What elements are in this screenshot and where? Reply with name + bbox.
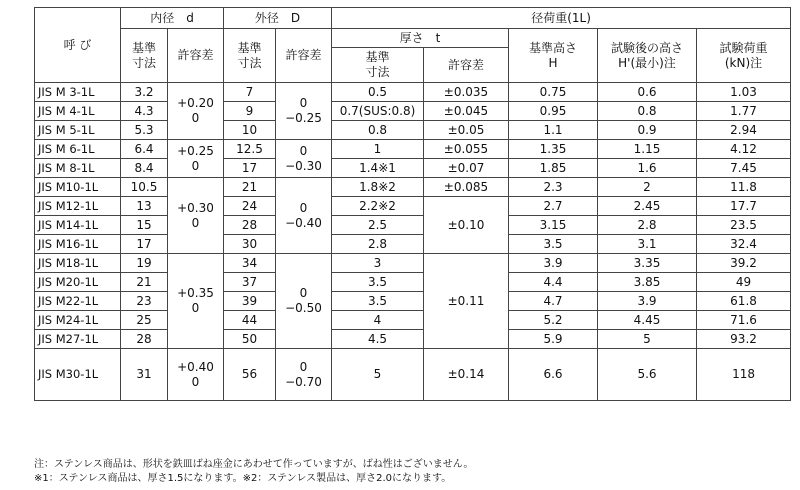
table-row (35, 349, 791, 401)
cell-t: 1.4※1 (332, 159, 424, 178)
cell-H: 1.85 (509, 159, 598, 178)
cell-d-tolerance: +0.25 0 (168, 140, 224, 178)
cell-D: 28 (224, 216, 276, 235)
cell-d: 5.3 (121, 121, 168, 140)
cell-D: 9 (224, 102, 276, 121)
cell-D: 44 (224, 311, 276, 330)
cell-name: JIS M16-1L (35, 235, 121, 254)
cell-test-load: 118 (697, 349, 791, 401)
cell-H: 1.35 (509, 140, 598, 159)
cell-D: 37 (224, 273, 276, 292)
cell-d: 3.2 (121, 83, 168, 102)
cell-t: 4 (332, 311, 424, 330)
cell-t: 3.5 (332, 273, 424, 292)
cell-t-tolerance: ±0.10 (424, 197, 509, 254)
cell-t: 1 (332, 140, 424, 159)
cell-t: 3.5 (332, 292, 424, 311)
header-D-nominal: 基準 寸法 (224, 29, 276, 83)
cell-test-load: 17.7 (697, 197, 791, 216)
table-row (35, 216, 791, 235)
cell-D-tolerance: 0 −0.50 (276, 254, 332, 349)
table-row (35, 330, 791, 349)
cell-name: JIS M27-1L (35, 330, 121, 349)
cell-H-after: 2 (598, 178, 697, 197)
header-name: 呼 び (35, 8, 121, 83)
header-nominal-height: 基準高さ H (509, 29, 598, 83)
cell-D-tolerance: 0 −0.40 (276, 178, 332, 254)
cell-test-load: 93.2 (697, 330, 791, 349)
footnote-thickness: ※1：ステンレス商品は、厚さ1.5になります。※2：ステンレス製品は、厚さ2.0になります。 (34, 473, 452, 484)
cell-d: 10.5 (121, 178, 168, 197)
cell-name: JIS M20-1L (35, 273, 121, 292)
cell-t: 2.2※2 (332, 197, 424, 216)
cell-H: 4.7 (509, 292, 598, 311)
cell-t-tolerance: ±0.055 (424, 140, 509, 159)
cell-d-tolerance: +0.30 0 (168, 178, 224, 254)
footnote-stainless: 注：ステンレス商品は、形状を鉄皿ばね座金にあわせて作っていますが、ばね性はございません。 (34, 459, 474, 470)
cell-d-tolerance: +0.35 0 (168, 254, 224, 349)
cell-H-after: 1.6 (598, 159, 697, 178)
cell-t-tolerance: ±0.05 (424, 121, 509, 140)
cell-test-load: 7.45 (697, 159, 791, 178)
cell-t: 4.5 (332, 330, 424, 349)
cell-t: 5 (332, 349, 424, 401)
cell-name: JIS M14-1L (35, 216, 121, 235)
cell-H-after: 5 (598, 330, 697, 349)
cell-t-tolerance: ±0.11 (424, 254, 509, 349)
cell-test-load: 49 (697, 273, 791, 292)
table-row (35, 254, 791, 273)
cell-D: 39 (224, 292, 276, 311)
header-outer-dia: 外径 D (224, 8, 332, 29)
table-row (35, 311, 791, 330)
cell-H-after: 5.6 (598, 349, 697, 401)
cell-H-after: 2.45 (598, 197, 697, 216)
cell-t: 2.5 (332, 216, 424, 235)
table-row (35, 292, 791, 311)
cell-name: JIS M 5-1L (35, 121, 121, 140)
table-row (35, 102, 791, 121)
cell-d: 25 (121, 311, 168, 330)
cell-H: 1.1 (509, 121, 598, 140)
cell-test-load: 23.5 (697, 216, 791, 235)
footnotes (34, 458, 473, 486)
table-row (35, 121, 791, 140)
cell-H-after: 3.1 (598, 235, 697, 254)
header-thickness: 厚さ t (332, 29, 509, 48)
cell-H-after: 0.9 (598, 121, 697, 140)
table-row (35, 83, 791, 102)
cell-H-after: 0.8 (598, 102, 697, 121)
cell-t: 1.8※2 (332, 178, 424, 197)
header-test-load: 試験荷重 (kN)注 (697, 29, 791, 83)
cell-test-load: 1.77 (697, 102, 791, 121)
cell-H: 3.9 (509, 254, 598, 273)
cell-H-after: 1.15 (598, 140, 697, 159)
cell-name: JIS M 6-1L (35, 140, 121, 159)
header-D-tolerance: 許容差 (276, 29, 332, 83)
header-d-nominal: 基準 寸法 (121, 29, 168, 83)
cell-D: 56 (224, 349, 276, 401)
cell-name: JIS M24-1L (35, 311, 121, 330)
cell-D: 12.5 (224, 140, 276, 159)
cell-test-load: 2.94 (697, 121, 791, 140)
cell-name: JIS M12-1L (35, 197, 121, 216)
header-height-after-test: 試験後の高さ H'(最小)注 (598, 29, 697, 83)
cell-H-after: 3.85 (598, 273, 697, 292)
header-inner-dia: 内径 d (121, 8, 224, 29)
cell-H-after: 3.9 (598, 292, 697, 311)
table-row (35, 140, 791, 159)
cell-D-tolerance: 0 −0.30 (276, 140, 332, 178)
cell-t: 3 (332, 254, 424, 273)
cell-H-after: 3.35 (598, 254, 697, 273)
cell-name: JIS M 4-1L (35, 102, 121, 121)
table-row (35, 159, 791, 178)
cell-d: 15 (121, 216, 168, 235)
cell-t: 0.8 (332, 121, 424, 140)
cell-t: 0.5 (332, 83, 424, 102)
cell-name: JIS M 3-1L (35, 83, 121, 102)
cell-t-tolerance: ±0.085 (424, 178, 509, 197)
cell-name: JIS M 8-1L (35, 159, 121, 178)
cell-d: 28 (121, 330, 168, 349)
cell-test-load: 32.4 (697, 235, 791, 254)
cell-d: 21 (121, 273, 168, 292)
cell-D: 30 (224, 235, 276, 254)
cell-D-tolerance: 0 −0.70 (276, 349, 332, 401)
cell-name: JIS M18-1L (35, 254, 121, 273)
cell-H: 2.3 (509, 178, 598, 197)
cell-name: JIS M22-1L (35, 292, 121, 311)
cell-H: 0.95 (509, 102, 598, 121)
table-row (35, 197, 791, 216)
cell-name: JIS M10-1L (35, 178, 121, 197)
cell-H: 5.2 (509, 311, 598, 330)
cell-H: 5.9 (509, 330, 598, 349)
cell-d: 19 (121, 254, 168, 273)
cell-d: 17 (121, 235, 168, 254)
cell-test-load: 71.6 (697, 311, 791, 330)
cell-d: 4.3 (121, 102, 168, 121)
cell-d: 31 (121, 349, 168, 401)
cell-D-tolerance: 0 −0.25 (276, 83, 332, 140)
cell-H: 6.6 (509, 349, 598, 401)
cell-d: 23 (121, 292, 168, 311)
cell-D: 50 (224, 330, 276, 349)
cell-D: 24 (224, 197, 276, 216)
cell-test-load: 61.8 (697, 292, 791, 311)
cell-d-tolerance: +0.20 0 (168, 83, 224, 140)
cell-D: 7 (224, 83, 276, 102)
cell-d: 13 (121, 197, 168, 216)
cell-D: 10 (224, 121, 276, 140)
cell-test-load: 11.8 (697, 178, 791, 197)
cell-D: 21 (224, 178, 276, 197)
cell-t-tolerance: ±0.045 (424, 102, 509, 121)
cell-test-load: 1.03 (697, 83, 791, 102)
cell-H: 3.15 (509, 216, 598, 235)
header-t-tolerance: 許容差 (424, 48, 509, 83)
cell-t: 2.8 (332, 235, 424, 254)
table-row (35, 178, 791, 197)
cell-H-after: 4.45 (598, 311, 697, 330)
cell-t: 0.7(SUS:0.8) (332, 102, 424, 121)
table-row (35, 235, 791, 254)
cell-t-tolerance: ±0.14 (424, 349, 509, 401)
cell-H-after: 0.6 (598, 83, 697, 102)
cell-t-tolerance: ±0.07 (424, 159, 509, 178)
cell-H: 3.5 (509, 235, 598, 254)
header-d-tolerance: 許容差 (168, 29, 224, 83)
cell-D: 17 (224, 159, 276, 178)
header-radial-load: 径荷重(1L) (332, 8, 791, 29)
cell-d-tolerance: +0.40 0 (168, 349, 224, 401)
cell-test-load: 39.2 (697, 254, 791, 273)
cell-D: 34 (224, 254, 276, 273)
cell-H: 0.75 (509, 83, 598, 102)
cell-d: 6.4 (121, 140, 168, 159)
cell-test-load: 4.12 (697, 140, 791, 159)
spec-table (34, 7, 791, 401)
cell-t-tolerance: ±0.035 (424, 83, 509, 102)
cell-name: JIS M30-1L (35, 349, 121, 401)
cell-H-after: 2.8 (598, 216, 697, 235)
table-row (35, 273, 791, 292)
cell-d: 8.4 (121, 159, 168, 178)
cell-H: 2.7 (509, 197, 598, 216)
cell-H: 4.4 (509, 273, 598, 292)
header-t-nominal: 基準 寸法 (332, 48, 424, 83)
